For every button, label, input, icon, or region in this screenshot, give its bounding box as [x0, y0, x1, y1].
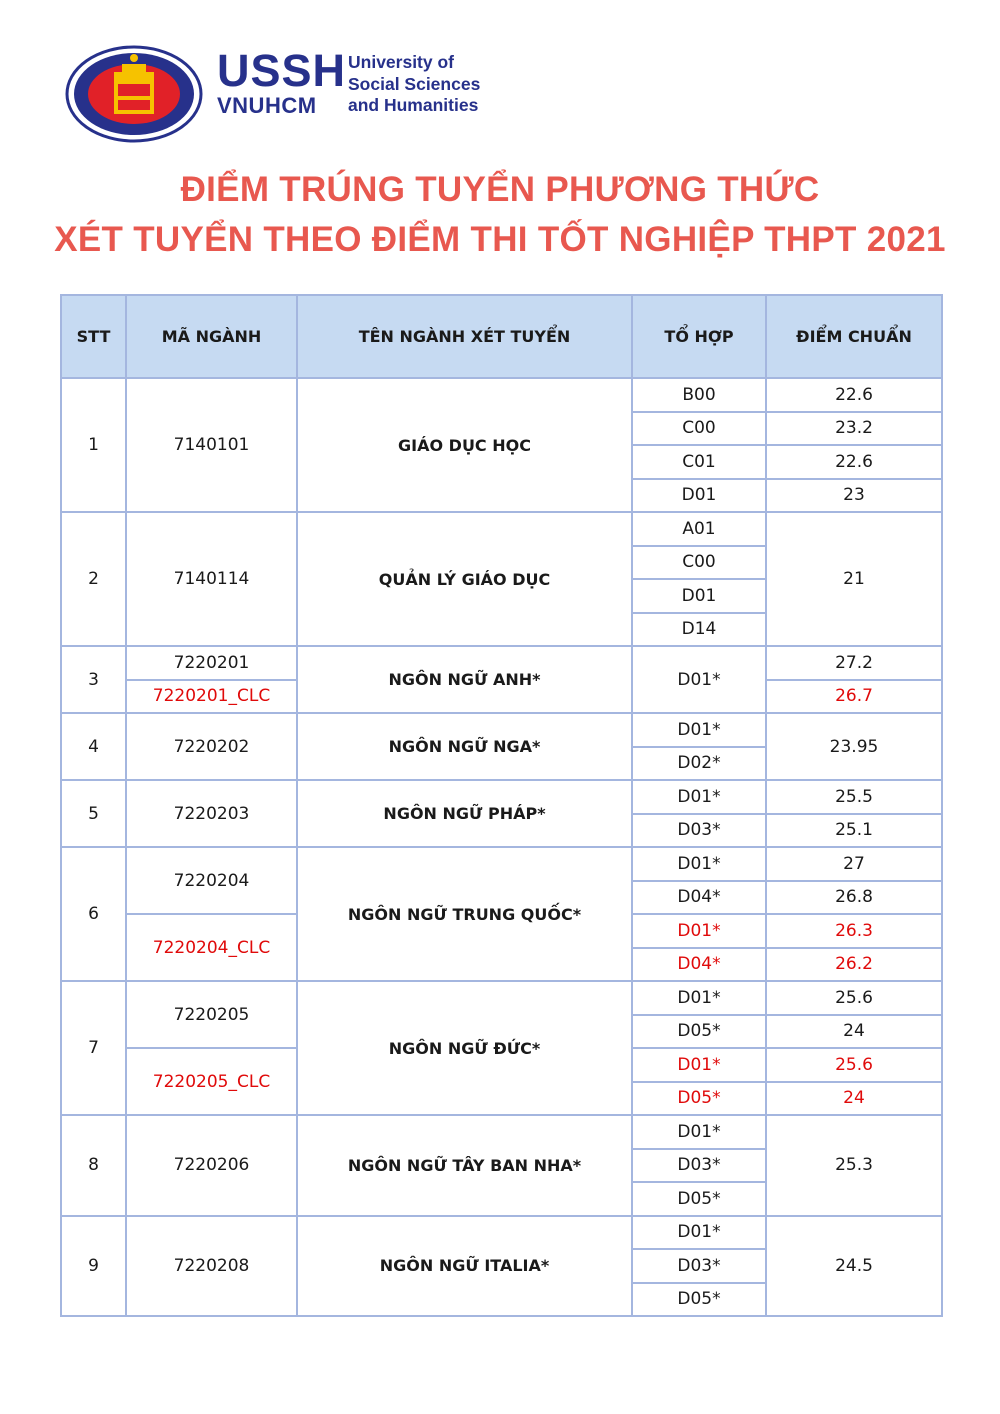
code-cell-clc: 7220205_CLC [126, 1048, 297, 1115]
combo-cell: D01* [632, 713, 766, 747]
code-cell: 7220202 [126, 713, 297, 780]
major-name-cell: NGÔN NGỮ ĐỨC* [297, 981, 632, 1115]
score-cell: 23.95 [766, 713, 942, 780]
stt-cell: 9 [61, 1216, 126, 1317]
score-cell: 22.6 [766, 378, 942, 412]
stt-cell: 3 [61, 646, 126, 713]
score-cell-clc: 24 [766, 1082, 942, 1116]
combo-cell: D01* [632, 847, 766, 881]
brand-full-line: and Humanities [348, 95, 479, 115]
stt-cell: 7 [61, 981, 126, 1115]
score-cell: 25.3 [766, 1115, 942, 1216]
stt-cell: 4 [61, 713, 126, 780]
table-row [61, 1216, 942, 1250]
code-cell: 7220205 [126, 981, 297, 1048]
code-cell: 7140114 [126, 512, 297, 646]
code-cell: 7220206 [126, 1115, 297, 1216]
score-cell: 22.6 [766, 445, 942, 479]
score-cell: 25.1 [766, 814, 942, 848]
combo-cell: B00 [632, 378, 766, 412]
combo-cell-clc: D01* [632, 914, 766, 948]
code-cell: 7220201 [126, 646, 297, 680]
major-name-cell: NGÔN NGỮ ANH* [297, 646, 632, 713]
page-title-line1: ĐIỂM TRÚNG TUYỂN PHƯƠNG THỨC [180, 170, 820, 209]
score-cell: 23.2 [766, 412, 942, 446]
table-row [61, 646, 942, 680]
score-cell: 23 [766, 479, 942, 513]
combo-cell: D03* [632, 814, 766, 848]
combo-cell: D01* [632, 646, 766, 713]
admission-score-table [60, 294, 943, 1317]
combo-cell: D05* [632, 1182, 766, 1216]
score-cell-clc: 26.3 [766, 914, 942, 948]
major-name-cell: NGÔN NGỮ PHÁP* [297, 780, 632, 847]
combo-cell-clc: D04* [632, 948, 766, 982]
score-cell-clc: 26.2 [766, 948, 942, 982]
header-major-name: TÊN NGÀNH XÉT TUYỂN [297, 295, 632, 378]
score-cell: 27 [766, 847, 942, 881]
combo-cell: D01* [632, 1216, 766, 1250]
page-title-line2: XÉT TUYỂN THEO ĐIỂM THI TỐT NGHIỆP THPT 2021 [54, 220, 946, 259]
combo-cell: C01 [632, 445, 766, 479]
score-cell: 25.6 [766, 981, 942, 1015]
combo-cell-clc: D01* [632, 1048, 766, 1082]
stt-cell: 6 [61, 847, 126, 981]
header-combination: TỔ HỢP [632, 295, 766, 378]
table-row [61, 981, 942, 1015]
score-cell: 24.5 [766, 1216, 942, 1317]
brand-short: USSH [217, 45, 347, 96]
table-row [61, 847, 942, 881]
major-name-cell: NGÔN NGỮ TÂY BAN NHA* [297, 1115, 632, 1216]
code-cell: 7220203 [126, 780, 297, 847]
brand-sub: VNUHCM [217, 93, 317, 118]
table-row [61, 780, 942, 814]
header-score: ĐIỂM CHUẨN [766, 295, 942, 378]
brand-full-line: Social Sciences [348, 73, 481, 94]
major-name-cell: NGÔN NGỮ ITALIA* [297, 1216, 632, 1317]
score-cell: 25.5 [766, 780, 942, 814]
table-row [61, 1115, 942, 1149]
stt-cell: 8 [61, 1115, 126, 1216]
table-row [61, 378, 942, 412]
combo-cell: A01 [632, 512, 766, 546]
major-name-cell: QUẢN LÝ GIÁO DỤC [297, 512, 632, 646]
combo-cell: D03* [632, 1249, 766, 1283]
table-header-row [61, 295, 942, 378]
combo-cell: D01* [632, 780, 766, 814]
stt-cell: 2 [61, 512, 126, 646]
combo-cell: D05* [632, 1283, 766, 1317]
brand-full-name [348, 52, 548, 117]
table-row [61, 713, 942, 747]
code-cell-clc: 7220201_CLC [126, 680, 297, 714]
header-code: MÃ NGÀNH [126, 295, 297, 378]
code-cell: 7220208 [126, 1216, 297, 1317]
header-stt: STT [61, 295, 126, 378]
combo-cell: D05* [632, 1015, 766, 1049]
stt-cell: 1 [61, 378, 126, 512]
brand-full-line: University of [348, 52, 454, 72]
table-row [61, 512, 942, 546]
score-cell-clc: 26.7 [766, 680, 942, 714]
major-name-cell: NGÔN NGỮ TRUNG QUỐC* [297, 847, 632, 981]
code-cell: 7140101 [126, 378, 297, 512]
code-cell-clc: 7220204_CLC [126, 914, 297, 981]
combo-cell: C00 [632, 412, 766, 446]
major-name-cell: GIÁO DỤC HỌC [297, 378, 632, 512]
combo-cell: C00 [632, 546, 766, 580]
combo-cell: D03* [632, 1149, 766, 1183]
stt-cell: 5 [61, 780, 126, 847]
score-cell: 26.8 [766, 881, 942, 915]
score-cell: 27.2 [766, 646, 942, 680]
combo-cell: D01 [632, 579, 766, 613]
combo-cell-clc: D05* [632, 1082, 766, 1116]
score-cell-clc: 25.6 [766, 1048, 942, 1082]
combo-cell: D01 [632, 479, 766, 513]
score-cell: 24 [766, 1015, 942, 1049]
combo-cell: D01* [632, 981, 766, 1015]
combo-cell: D01* [632, 1115, 766, 1149]
code-cell: 7220204 [126, 847, 297, 914]
major-name-cell: NGÔN NGỮ NGA* [297, 713, 632, 780]
ussh-logo-icon [64, 44, 204, 144]
score-cell: 21 [766, 512, 942, 646]
combo-cell: D14 [632, 613, 766, 647]
combo-cell: D04* [632, 881, 766, 915]
combo-cell: D02* [632, 747, 766, 781]
